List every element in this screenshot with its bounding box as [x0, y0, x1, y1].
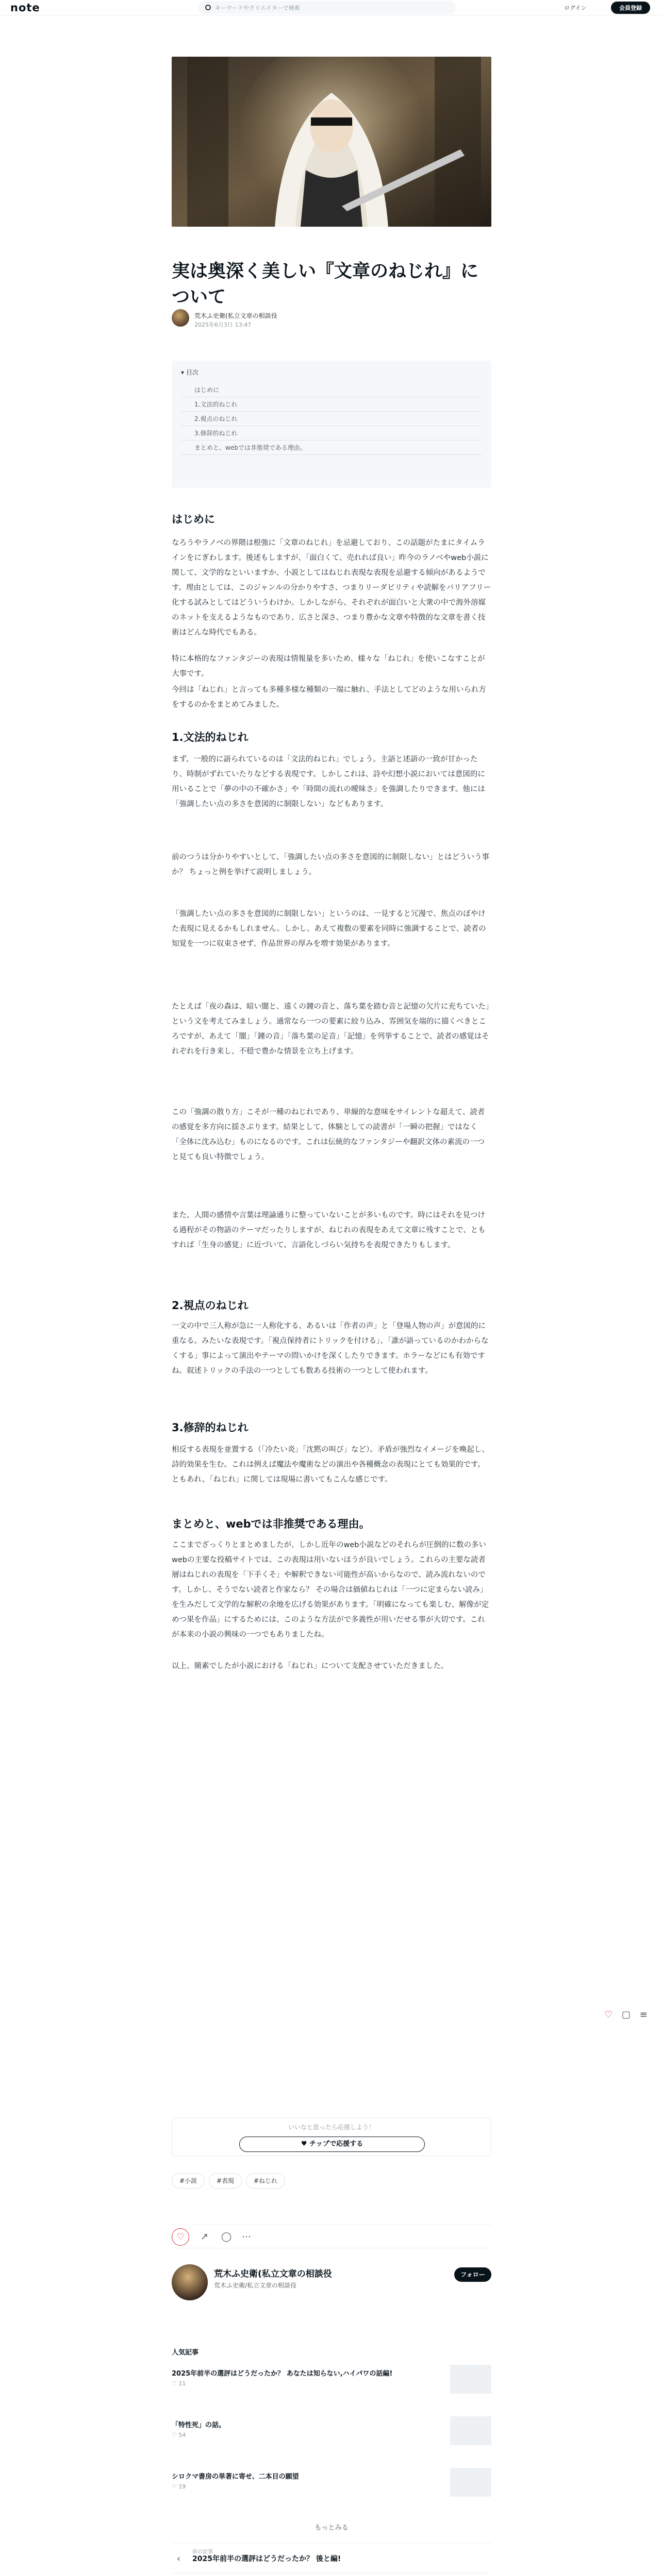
tag[interactable]: #表現 — [209, 2173, 242, 2189]
section-heading: 1.文法的ねじれ — [172, 731, 249, 743]
tip-button[interactable]: ♥ チップで応援する — [239, 2137, 425, 2152]
search-placeholder: キーワードやクリエイターで検索 — [215, 4, 300, 11]
prev-label: 前の記事 — [192, 2549, 213, 2555]
creator-bio: 荒木ふ史衛/私立文章の相談役 — [214, 2282, 297, 2289]
paragraph: なろうやラノベの界隈は根強に「文章のねじれ」を忌避しており、この話題がたまにタイムラインをにぎわします。後述もしますが、「面白くて、売れれば良い」昨今のラノベやweb小説に関して、文学的なといいますか、小説としてはねじれ表現な表現を忌避する傾向があるようです。理由としては、このジャンルの分かりやすさ、つまりリーダビリティや読解をバリアフリー化する試みとしてはどういうわけか。しかしながら、それぞれが面白いと大衆の中で海外溶媒のネットを支えるようなものであり、広さと深さ、つまり豊かな文章や特徴的な文章を書く技術はどんな時代でもある。 — [172, 539, 491, 637]
top-header — [0, 0, 662, 15]
signup-button[interactable]: 会員登録 — [611, 2, 650, 14]
avatar[interactable] — [172, 309, 189, 327]
popular-heading: 人気記事 — [172, 2349, 199, 2357]
list-item[interactable] — [172, 2416, 491, 2447]
paragraph: まず、一般的に語られているのは「文法的ねじれ」でしょう。主語と述語の一致が甘かったり、時制がずれていたりなどする表現です。しかしこれは、詩や幻想小説においては意図的に用いることで「夢の中の不確かさ」や「時間の流れの曖昧さ」を強調したりできます。他には「強調したい点の多さを意図的に制限しない」などもあります。 — [172, 755, 485, 808]
toc-item[interactable]: 1.文法的ねじれ — [181, 397, 482, 412]
note-logo[interactable]: note — [10, 2, 40, 14]
chevron-left-icon: ‹ — [177, 2553, 181, 2564]
prev-title: 2025年前半の選評はどうだったか？ 後と編! — [192, 2555, 341, 2563]
paragraph: たとえば「夜の森は、暗い闇と、遠くの鐘の音と、落ち葉を踏む音と記憶の欠片に充ちていた」という文を考えてみましょう。通常なら一つの要素に絞り込み、雰囲気を端的に描くべきところですが、あえて「闇」「鐘の音」「落ち葉の足音」「記憶」を列挙することで、読者の感覚はそれぞれを行き来し、不穏で豊かな情景を立ち上げます。 — [172, 1003, 490, 1056]
thumbnail — [450, 2468, 491, 2497]
paragraph: 以上、簡素でしたが小説における「ねじれ」について支配させていただきました。 — [172, 1662, 449, 1670]
publish-date: 2025年6月3日 13:47 — [194, 321, 252, 328]
like-count: ♡ 54 — [172, 2432, 186, 2438]
heart-icon[interactable]: ♡ — [604, 2009, 613, 2020]
comment-icon[interactable]: ◯ — [221, 2231, 232, 2242]
share-icon[interactable]: ↗ — [201, 2231, 209, 2242]
paragraph: また、人間の感情や言葉は理論通りに整っていないことが多いものです。時にはそれを見つける過程がその物語のテーマだったりしますが、ねじれの表現をあえて文章に残すことで、ともすれば「生身の感覚」に近づいて、言語化しづらい気持ちを表現できたりもします。 — [172, 1211, 486, 1249]
hero-image — [172, 57, 491, 227]
toc-item[interactable]: 2.視点のねじれ — [181, 412, 482, 426]
tag[interactable]: #ねじれ — [246, 2173, 285, 2189]
action-bar — [172, 2225, 491, 2248]
toc-item[interactable]: はじめに — [181, 383, 482, 397]
like-button[interactable]: ♡ — [172, 2228, 189, 2246]
paragraph: ここまでざっくりとまとめましたが、しかし近年のweb小説などのそれらが圧倒的に数の多いwebの主要な投稿サイトでは、この表現は用いないほうが良いでしょう。これらの主要な読者層はねじれの表現を「下手くそ」や解釈できない可能性が高いからなので、読み流れないのです。しかし、そうでない読者と作家なら？ その場合は価値ねじれは「一つに定まらない読み」を生みだして文学的な解釈の余地を広げる効果があります。「明確になっても楽しむ、解像が定めつ果を作品」にするためには、このような方法がで多義性が用いだせる事が大切です。これが本来の小説の興味の一つでもありましたね。 — [172, 1541, 489, 1639]
list-item[interactable] — [172, 2468, 491, 2499]
floating-actions — [604, 2009, 648, 2020]
popular-title: 「特性死」の話。 — [172, 2421, 226, 2429]
paragraph: 特に本格的なファンタジーの表現は情報量を多いため、様々な「ねじれ」を使いこなすことが大事です。 — [172, 655, 485, 678]
login-link[interactable]: ログイン — [564, 5, 587, 11]
search-icon — [205, 5, 211, 10]
article-title: 実は奥深く美しい『文章のねじれ』について — [172, 261, 479, 308]
popular-title: 2025年前半の選評はどうだったか？ あなたは知らない,ハイパワの話編! — [172, 2370, 393, 2378]
toc-item[interactable]: まとめと、webでは非推奨である理由。 — [181, 440, 482, 455]
tip-button-label: チップで応援する — [309, 2140, 363, 2148]
list-item[interactable] — [172, 2365, 491, 2396]
section-heading: まとめと、webでは非推奨である理由。 — [172, 1518, 370, 1530]
creator-name[interactable]: 荒木ふ史衛(私立文章の相談役 — [214, 2269, 332, 2279]
author-name[interactable]: 荒木ふ史衛(私立文章の相談役 — [194, 312, 277, 319]
toc-item[interactable]: 3.修辞的ねじれ — [181, 426, 482, 440]
follow-button[interactable]: フォロー — [454, 2267, 491, 2282]
menu-icon[interactable]: ≡ — [639, 2009, 648, 2020]
paragraph: 前のつうは分かりやすいとして、「強調したい点の多さを意図的に制限しない」とはどういう事か？ ちょっと例を挙げて説明しましょう。 — [172, 853, 489, 876]
section-heading: はじめに — [172, 513, 215, 526]
support-box — [172, 2117, 491, 2156]
tag[interactable]: #小説 — [172, 2173, 205, 2189]
popular-title: シロクマ書房の単著に寄せ、二本目の願望 — [172, 2473, 299, 2481]
section-heading: 2.視点のねじれ — [172, 1299, 249, 1312]
prev-article[interactable] — [172, 2543, 491, 2573]
article-author-row — [172, 309, 491, 330]
paragraph: 「強調したい点の多さを意図的に制限しない」というのは、一見すると冗漫で、焦点のぼやけた表現に見えるかもしれません。しかし、あえて複数の要素を同時に強調することで、読者の知覚を一つに収束させず、作品世界の厚みを増す効果があります。 — [172, 910, 486, 948]
avatar[interactable] — [172, 2264, 208, 2300]
more-icon[interactable]: ⋯ — [242, 2231, 251, 2242]
search-input[interactable] — [198, 1, 456, 14]
thumbnail — [450, 2416, 491, 2445]
paragraph: 相反する表現を並置する（「冷たい炎」「沈黙の叫び」など）。矛盾が強烈なイメージを喚起し、詩的効果を生む。これは例えば魔法や魔術などの演出や各種概念の表現にとても効果的です。ともあれ、「ねじれ」に関しては現場に書いてもこんな感じです。 — [172, 1446, 489, 1484]
paragraph: 今回は「ねじれ」と言っても多種多様な種類の一端に触れ、手法としてどのような用いられ方をするのかをまとめてみました。 — [172, 686, 486, 709]
toc-toggle[interactable]: ▾ 目次 — [181, 369, 198, 376]
bookmark-icon[interactable]: ▢ — [621, 2009, 631, 2020]
more-link[interactable]: もっとみる — [315, 2524, 349, 2532]
like-count: ♡ 19 — [172, 2483, 186, 2490]
support-label: いいなと思ったら応援しよう！ — [288, 2124, 375, 2131]
thumbnail — [450, 2365, 491, 2394]
paragraph: 一文の中で三人称が急に一人称化する、あるいは「作者の声」と「登場人物の声」が意図的に重なる。みたいな表現です。「視点保持者にトリックを付ける」、「誰が語っているのかわからなくする」事によって演出やテーマの問いかけを深くしたりできます。ホラーなどにも有効ですね。叙述トリックの手法の一つとしても数ある技術の一つとして使われます。 — [172, 1322, 489, 1375]
section-heading: 3.修辞的ねじれ — [172, 1421, 249, 1434]
table-of-contents — [172, 361, 491, 488]
paragraph: この「強調の散り方」こそが一種のねじれであり、単線的な意味をサイレントな超えて、読者の感覚を多方向に揺さぶります。結果として、体験としての読書が「一瞬の把握」ではなく「全体に沈み込む」ものになるのです。これは伝統的なファンタジーや翻訳文体の素流の一つと見ても良い特徴でしょう。 — [172, 1108, 485, 1161]
like-count: ♡ 11 — [172, 2380, 186, 2387]
